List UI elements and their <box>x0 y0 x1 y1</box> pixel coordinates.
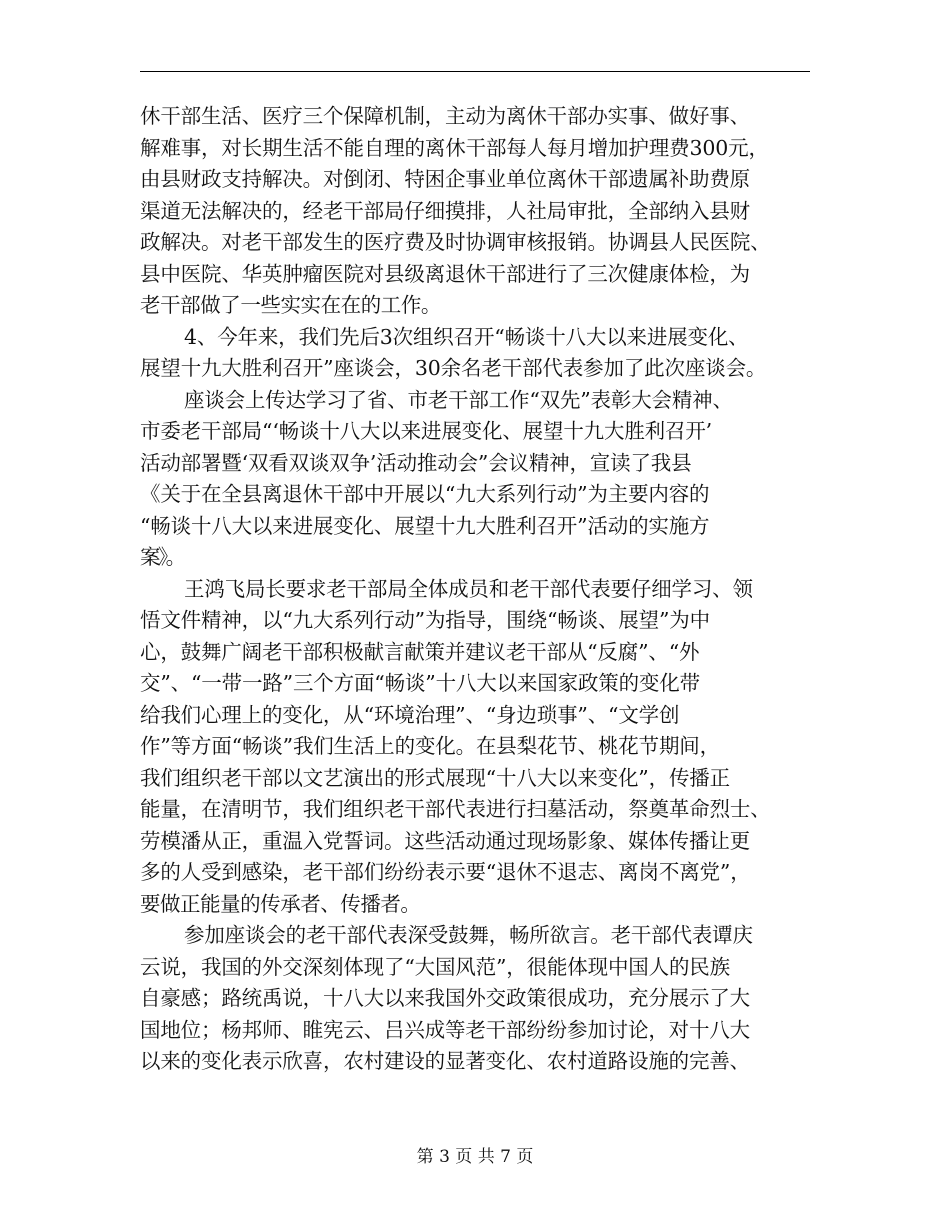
text-line: 交”、“一带一路”三个方面“畅谈”十八大以来国家政策的变化带 <box>140 671 700 695</box>
text-line: 活动部署暨‘双看双谈双争’活动推动会”会议精神，宣读了我县 <box>140 450 692 475</box>
text-line: 《关于在全县离退休干部中开展以“九大系列行动”为主要内容的 <box>140 482 710 506</box>
page-footer: 第 3 页 共 7 页 <box>416 1147 534 1167</box>
text-line: 以来的变化表示欣喜，农村建设的显著变化、农村道路设施的完善、 <box>140 1049 750 1073</box>
text-line: 渠道无法解决的，经老干部局仔细摸排，人社局审批，全部纳入县财 <box>140 198 750 223</box>
text-line: “畅谈十八大以来进展变化、展望十九大胜利召开”活动的实施方 <box>140 513 710 538</box>
text-line: 自豪感；路统禹说，十八大以来我国外交政策很成功，充分展示了大 <box>140 986 750 1010</box>
text-line: 休干部生活、医疗三个保障机制，主动为离休干部办实事、做好事、 <box>140 104 750 128</box>
document-body <box>140 101 820 1078</box>
text-line: 由县财政支持解决。对倒闭、特困企事业单位离休干部遗属补助费原 <box>140 167 750 191</box>
text-line: 参加座谈会的老干部代表深受鼓舞，畅所欲言。老干部代表谭庆 <box>184 923 753 947</box>
text-line: 政解决。对老干部发生的医疗费及时协调审核报销。协调县人民医院、 <box>140 230 771 254</box>
text-line: 老干部做了一些实实在在的工作。 <box>140 293 441 317</box>
text-line: 云说，我国的外交深刻体现了“大国风范”，很能体现中国人的民族 <box>140 954 730 979</box>
text-line: 要做正能量的传承者、传播者。 <box>140 891 421 916</box>
text-line: 能量，在清明节，我们组织老干部代表进行扫墓活动，祭奠革命烈士、 <box>140 797 771 821</box>
text-line: 多的人受到感染，老干部们纷纷表示要“退休不退志、离岗不离党”， <box>140 860 751 884</box>
text-line: 座谈会上传达学习了省、市老干部工作“双先”表彰大会精神、 <box>184 387 733 412</box>
text-line: 悟文件精神，以“九大系列行动”为指导，围绕“畅谈、展望”为中 <box>140 608 710 632</box>
text-line: 国地位；杨邦师、睢宪云、吕兴成等老干部纷纷参加讨论，对十八大 <box>140 1017 750 1042</box>
text-line: 案》。 <box>140 545 184 569</box>
text-line: 4、今年来，我们先后3次组织召开“畅谈十八大以来进展变化、 <box>184 324 749 349</box>
text-line: 王鸿飞局长要求老干部局全体成员和老干部代表要仔细学习、领 <box>184 576 753 601</box>
text-line: 市委老干部局“‘畅谈十八大以来进展变化、展望十九大胜利召开’ <box>140 419 713 443</box>
text-line: 作”等方面“畅谈”我们生活上的变化。在县梨花节、桃花节期间， <box>140 734 720 758</box>
header-rule <box>140 71 810 72</box>
text-line: 心，鼓舞广阔老干部积极献言献策并建议老干部从“反腐”、“外 <box>140 639 700 664</box>
text-line: 解难事，对长期生活不能自理的离休干部每人每月增加护理费300元， <box>140 135 769 160</box>
text-line: 劳模潘从正，重温入党誓词。这些活动通过现场影象、媒体传播让更 <box>140 828 750 853</box>
text-line: 给我们心理上的变化，从“环境治理”、“身边琐事”、“文学创 <box>140 702 680 727</box>
text-line: 我们组织老干部以文艺演出的形式展现“十八大以来变化”，传播正 <box>140 765 730 790</box>
text-line: 县中医院、华英肿瘤医院对县级离退休干部进行了三次健康体检，为 <box>140 261 750 286</box>
text-line: 展望十九大胜利召开”座谈会，30余名老干部代表参加了此次座谈会。 <box>140 356 767 380</box>
